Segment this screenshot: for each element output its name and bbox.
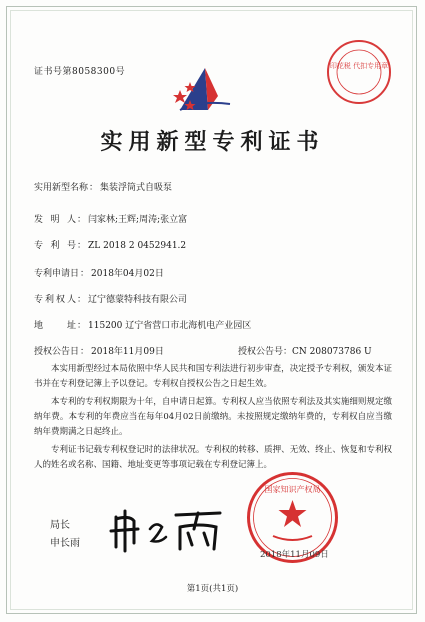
field-patentee: 专利权人： 辽宁德蒙特科技有限公司 xyxy=(34,292,187,305)
handwritten-signature-icon xyxy=(108,505,228,555)
director-title: 局长 xyxy=(50,520,70,531)
field-value: 2018年04月02日 xyxy=(91,269,164,279)
field-value: 辽宁德蒙特科技有限公司 xyxy=(88,295,188,305)
body-paragraph: 本专利的专利权期限为十年，自申请日起算。专利权人应当依照专利法及其实施细则规定缴纳年费。本专利的年费应当在每年04月02日前缴纳。未按照规定缴纳年费的，专利权自应当缴纳年费期满之日起终止。 xyxy=(34,397,392,437)
body-paragraph: 专利证书记载专利权登记时的法律状况。专利权的转移、质押、无效、终止、恢复和专利权人的姓名或名称、国籍、地址变更等事项记载在专利登记簿上。 xyxy=(34,445,392,470)
field-grant-number: 授权公告号：CN 208073786 U xyxy=(238,347,372,357)
field-value: 闫家林;王辉;周涛;张立富 xyxy=(88,215,188,225)
field-label: 专利申请日 xyxy=(34,269,80,279)
field-value: ZL 2018 2 0452941.2 xyxy=(88,241,187,251)
field-inventor: 发明人： 闫家林;王辉;周涛;张立富 xyxy=(34,212,187,225)
field-utility-name: 实用新型名称： 集装浮筒式自吸泵 xyxy=(34,180,172,193)
page-number: 第1页(共1页) xyxy=(186,584,239,594)
field-label: 专利号 xyxy=(34,241,76,251)
field-label: 授权公告日 xyxy=(34,347,80,357)
official-seal-text: 国家知识产权局 xyxy=(264,485,321,494)
field-value: 2018年11月09日 xyxy=(91,347,164,357)
field-value: 115200 辽宁省营口市北海机电产业园区 xyxy=(88,321,252,331)
field-label: 发明人 xyxy=(34,215,76,225)
field-value: CN 208073786 U xyxy=(292,347,372,357)
director-name: 申长雨 xyxy=(50,538,80,549)
field-address: 地址： 115200 辽宁省营口市北海机电产业园区 xyxy=(34,318,251,331)
field-grant-date: 授权公告日： 2018年11月09日 xyxy=(34,344,164,357)
body-paragraph: 本实用新型经过本局依照中华人民共和国专利法进行初步审查，决定授予专利权，颁发本证书并在专利登记簿上予以登记。专利权自授权公告之日起生效。 xyxy=(34,364,392,389)
certificate-body xyxy=(34,362,392,473)
seal-date: 2018年11月09日 xyxy=(260,550,329,560)
tax-stamp xyxy=(327,40,391,104)
certificate-number xyxy=(34,64,125,77)
page-title: 实用新型专利证书 xyxy=(100,129,325,155)
field-label: 地址 xyxy=(34,321,76,331)
tax-stamp-ring-icon xyxy=(329,42,389,102)
tax-stamp-text: 印花税 代扣专用章 xyxy=(329,62,389,70)
field-label: 授权公告号 xyxy=(238,347,284,357)
field-filing-date: 专利申请日： 2018年04月02日 xyxy=(34,266,164,279)
field-value: 集装浮筒式自吸泵 xyxy=(100,183,173,193)
certificate-number-text: 证书号第8058300号 xyxy=(34,67,126,77)
field-patent-number: 专利号： ZL 2018 2 0452941.2 xyxy=(34,238,186,251)
cnipa-emblem-icon xyxy=(170,60,240,120)
field-label: 实用新型名称 xyxy=(34,183,89,193)
field-label: 专利权人 xyxy=(34,295,76,305)
